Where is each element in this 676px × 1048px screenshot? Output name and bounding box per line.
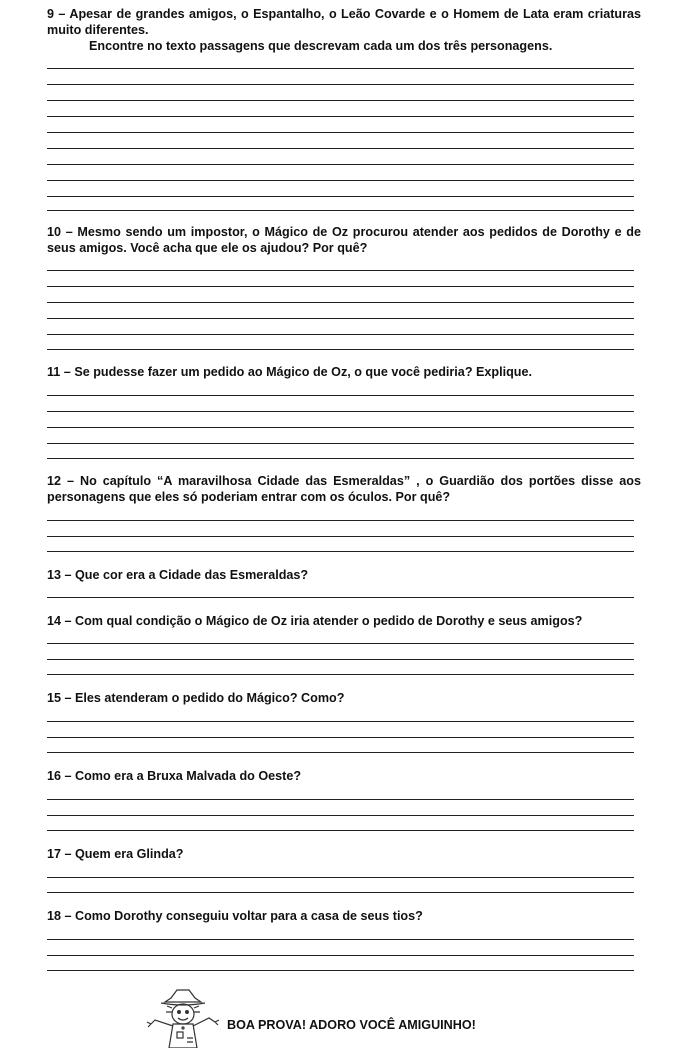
question-12	[47, 473, 641, 505]
answer-line[interactable]	[47, 196, 634, 197]
answer-line[interactable]	[47, 721, 634, 722]
question-18	[47, 908, 641, 924]
answer-line[interactable]	[47, 659, 634, 660]
answer-line[interactable]	[47, 970, 634, 971]
answer-line[interactable]	[47, 318, 634, 319]
answer-line[interactable]	[47, 148, 634, 149]
answer-line[interactable]	[47, 395, 634, 396]
question-17	[47, 846, 641, 862]
question-9	[47, 6, 641, 54]
question-14	[47, 613, 641, 629]
question-9-text: 9 – Apesar de grandes amigos, o Espantalho, o Leão Covarde e o Homem de Lata eram criaturas muito diferentes.	[47, 7, 641, 37]
question-11	[47, 364, 641, 380]
answer-line[interactable]	[47, 100, 634, 101]
question-11-text: 11 – Se pudesse fazer um pedido ao Mágico de Oz, o que você pediria? Explique.	[47, 365, 532, 379]
answer-line[interactable]	[47, 536, 634, 537]
answer-line[interactable]	[47, 164, 634, 165]
answer-line[interactable]	[47, 458, 634, 459]
footer-message: BOA PROVA! ADORO VOCÊ AMIGUINHO!	[227, 1018, 476, 1032]
question-18-text: 18 – Como Dorothy conseguiu voltar para a casa de seus tios?	[47, 909, 423, 923]
question-10-text: 10 – Mesmo sendo um impostor, o Mágico de Oz procurou atender aos pedidos de Dorothy e de seus amigos. Você acha que ele os ajudou? Por quê?	[47, 225, 641, 255]
answer-line[interactable]	[47, 286, 634, 287]
answer-line[interactable]	[47, 443, 634, 444]
answer-line[interactable]	[47, 955, 634, 956]
answer-line[interactable]	[47, 180, 634, 181]
question-13	[47, 567, 641, 583]
question-15-text: 15 – Eles atenderam o pedido do Mágico? Como?	[47, 691, 345, 705]
answer-line[interactable]	[47, 302, 634, 303]
question-16-text: 16 – Como era a Bruxa Malvada do Oeste?	[47, 769, 302, 783]
answer-line[interactable]	[47, 411, 634, 412]
answer-line[interactable]	[47, 939, 634, 940]
answer-line[interactable]	[47, 752, 634, 753]
answer-line[interactable]	[47, 597, 634, 598]
answer-line[interactable]	[47, 349, 634, 350]
answer-line[interactable]	[47, 116, 634, 117]
answer-line[interactable]	[47, 674, 634, 675]
answer-line[interactable]	[47, 334, 634, 335]
question-17-text: 17 – Quem era Glinda?	[47, 847, 184, 861]
answer-line[interactable]	[47, 799, 634, 800]
answer-line[interactable]	[47, 68, 634, 69]
answer-line[interactable]	[47, 84, 634, 85]
question-12-text: 12 – No capítulo “A maravilhosa Cidade das Esmeraldas” , o Guardião dos portões disse aos personagens que eles só poderiam entrar com os óculos. Por quê?	[47, 474, 641, 504]
question-14-text: 14 – Com qual condição o Mágico de Oz iria atender o pedido de Dorothy e seus amigos?	[47, 614, 583, 628]
answer-line[interactable]	[47, 815, 634, 816]
question-10	[47, 224, 641, 256]
answer-line[interactable]	[47, 737, 634, 738]
question-9-subtext: Encontre no texto passagens que descrevam cada um dos três personagens.	[89, 39, 553, 53]
answer-line[interactable]	[47, 643, 634, 644]
answer-line[interactable]	[47, 270, 634, 271]
answer-line[interactable]	[47, 830, 634, 831]
question-15	[47, 690, 641, 706]
answer-line[interactable]	[47, 520, 634, 521]
scarecrow-illustration	[143, 988, 223, 1048]
answer-line[interactable]	[47, 892, 634, 893]
question-13-text: 13 – Que cor era a Cidade das Esmeraldas?	[47, 568, 309, 582]
answer-line[interactable]	[47, 132, 634, 133]
question-16	[47, 768, 641, 784]
answer-line[interactable]	[47, 210, 634, 211]
answer-line[interactable]	[47, 551, 634, 552]
answer-line[interactable]	[47, 877, 634, 878]
answer-line[interactable]	[47, 427, 634, 428]
